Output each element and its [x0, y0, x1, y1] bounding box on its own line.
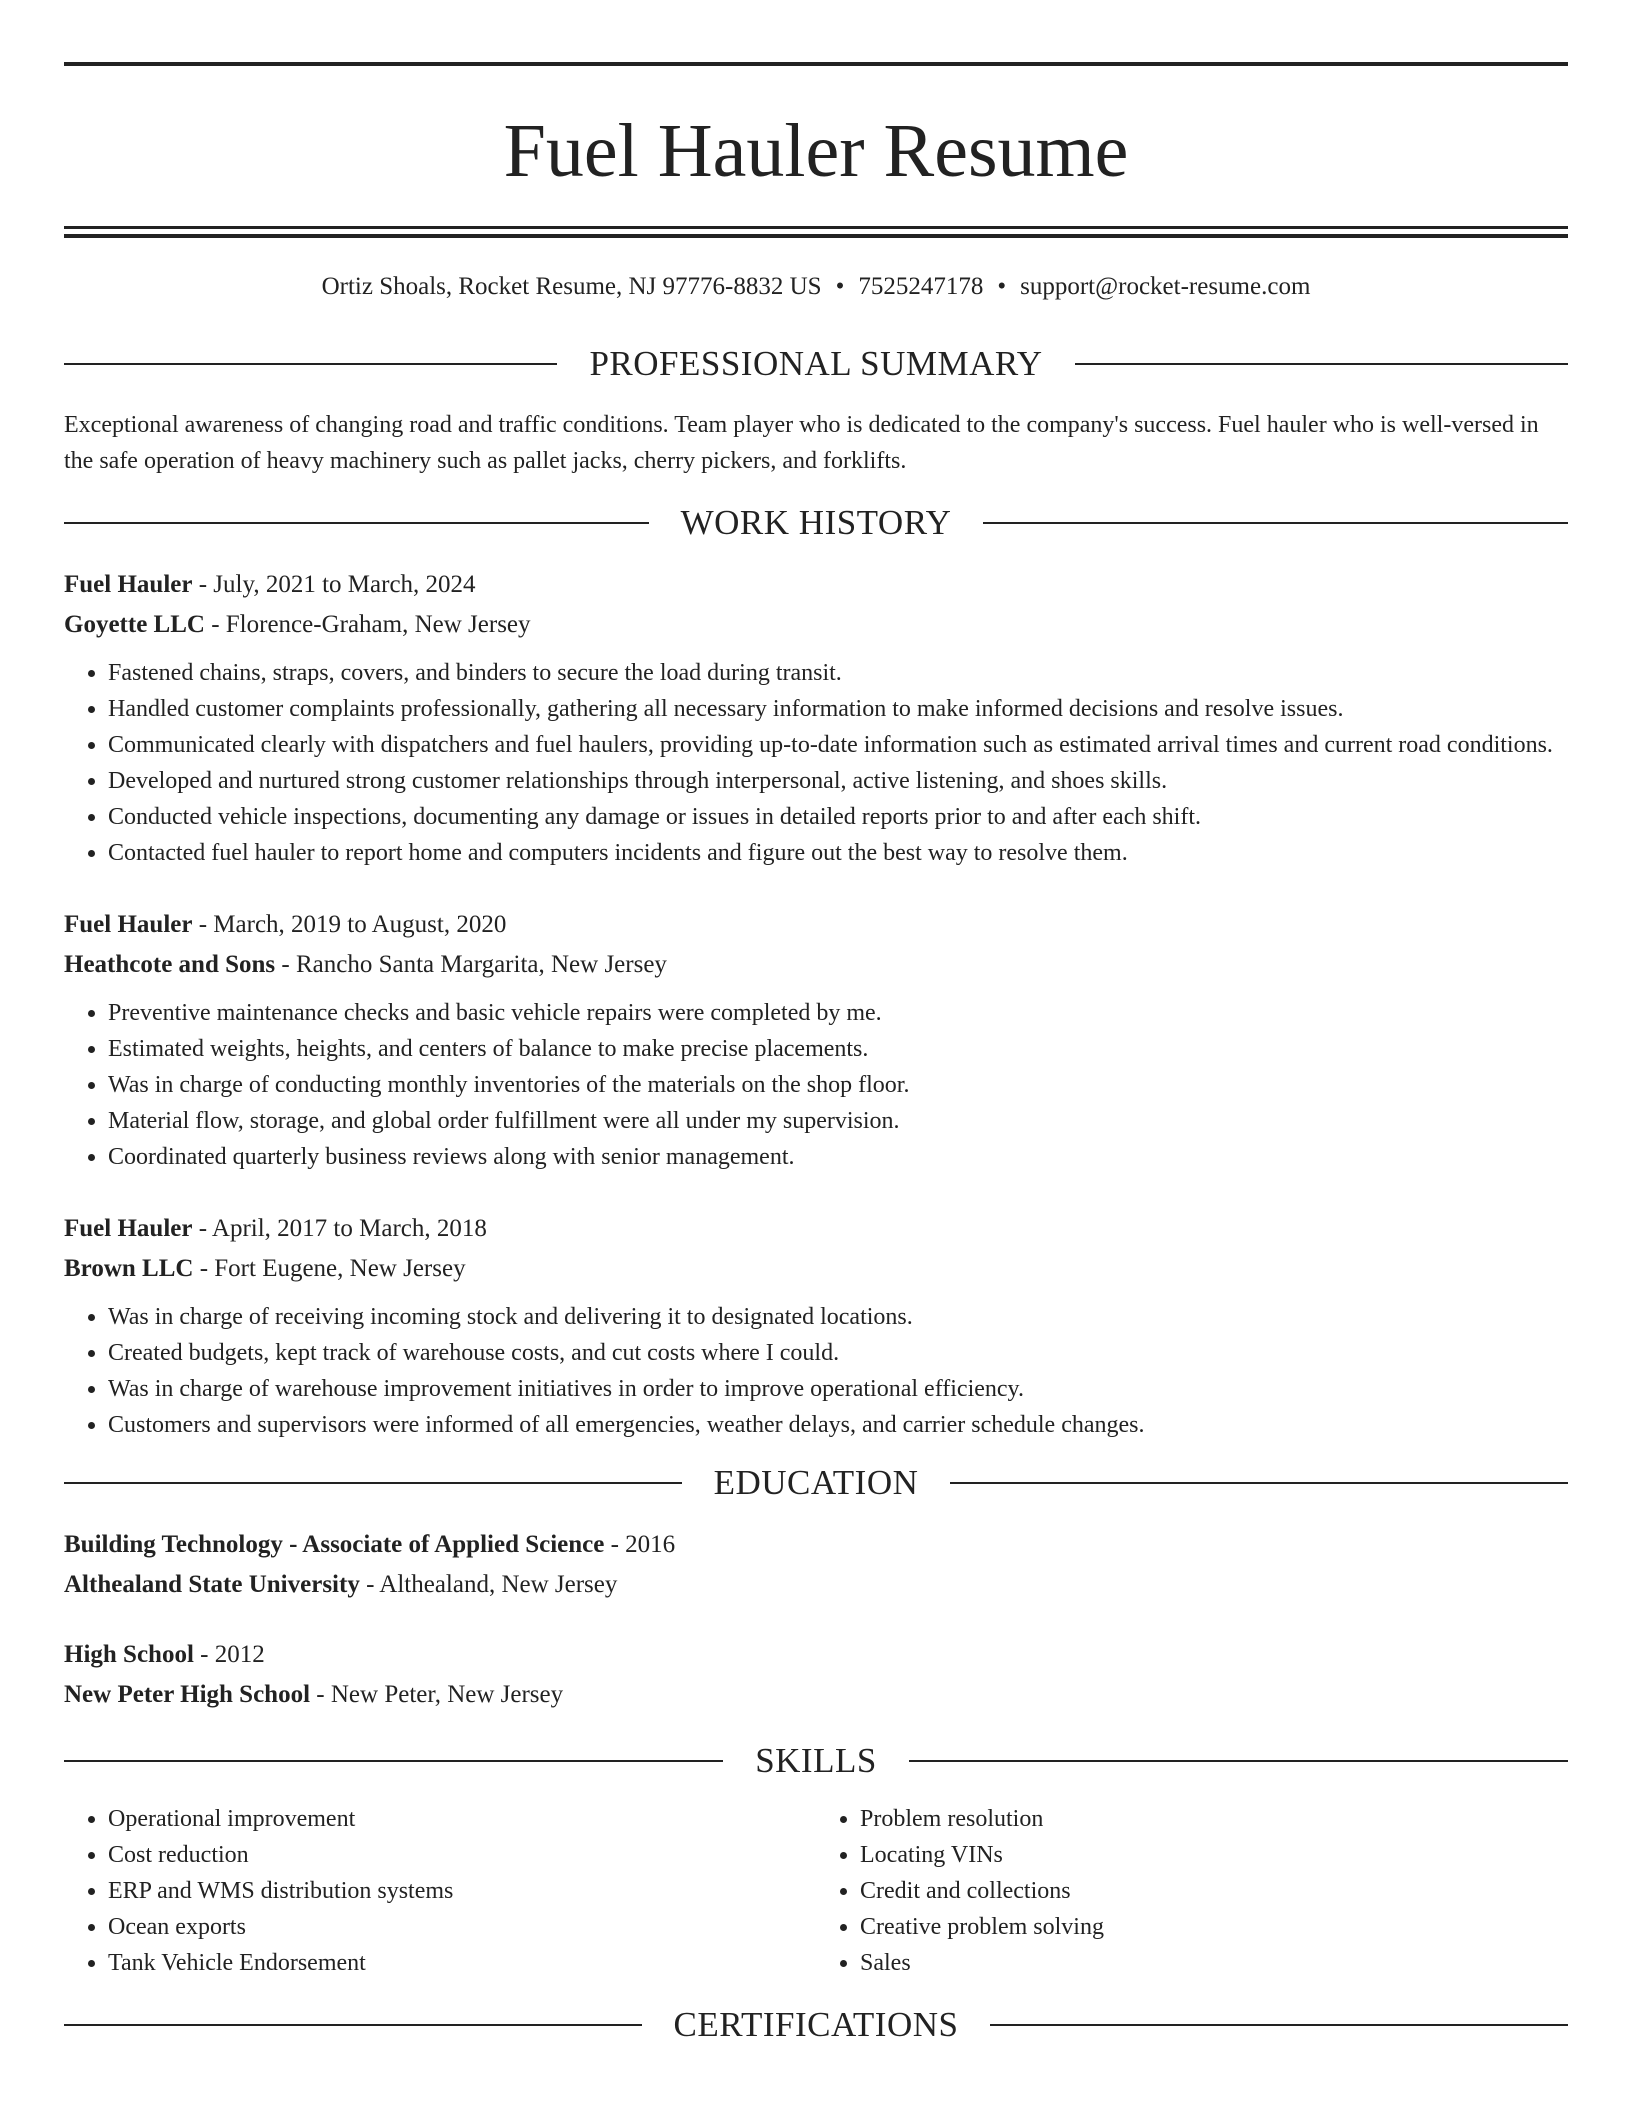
list-item: • Cost reduction — [108, 1837, 816, 1873]
education-location: - Althealand, New Jersey — [359, 1571, 618, 1598]
list-item: • Contacted fuel hauler to report home and computers incidents and figure out the best way to resolve them. — [108, 835, 1568, 871]
contact-email: support@rocket-resume.com — [1020, 273, 1311, 300]
list-item: • Created budgets, kept track of warehouse costs, and cut costs where I could. — [108, 1335, 1568, 1371]
list-item: • Credit and collections — [860, 1873, 1568, 1909]
section-header-summary — [64, 342, 1568, 386]
job-title: Fuel Hauler — [64, 1215, 193, 1242]
job-entry — [64, 565, 1568, 871]
section-title: EDUCATION — [713, 1463, 919, 1502]
contact-address: Ortiz Shoals, Rocket Resume, NJ 97776-8832 US — [321, 273, 822, 300]
contact-line — [64, 270, 1568, 304]
skills-grid — [64, 1801, 1568, 1981]
education-degree: Building Technology - Associate of Applied Science — [64, 1531, 605, 1558]
job-title-line — [64, 1209, 1568, 1249]
job-location: - Florence-Graham, New Jersey — [204, 611, 531, 638]
job-company-line — [64, 605, 1568, 645]
divider-line — [1075, 363, 1568, 365]
list-item: • Conducted vehicle inspections, documenting any damage or issues in detailed reports prior to and after each shift. — [108, 799, 1568, 835]
page-title: Fuel Hauler Resume — [503, 109, 1129, 193]
list-item: • Was in charge of receiving incoming stock and delivering it to designated locations. — [108, 1299, 1568, 1335]
section-title: CERTIFICATIONS — [673, 2005, 959, 2044]
top-rule — [64, 62, 1568, 66]
divider-line — [64, 1482, 682, 1484]
list-item: • Preventive maintenance checks and basic vehicle repairs were completed by me. — [108, 995, 1568, 1031]
list-item: • Operational improvement — [108, 1801, 816, 1837]
section-title: PROFESSIONAL SUMMARY — [589, 344, 1043, 383]
list-item: • Tank Vehicle Endorsement — [108, 1945, 816, 1981]
education-school-line — [64, 1565, 1568, 1605]
section-header-certifications — [64, 2003, 1568, 2047]
list-item: • Sales — [860, 1945, 1568, 1981]
contact-phone: 7525247178 — [858, 273, 984, 300]
divider-line — [64, 1760, 723, 1762]
contact-separator: • — [997, 273, 1007, 300]
divider-line — [983, 522, 1568, 524]
job-bullets — [64, 995, 1568, 1175]
section-title: WORK HISTORY — [680, 503, 952, 542]
education-school-line — [64, 1675, 1568, 1715]
section-title: SKILLS — [755, 1741, 877, 1780]
list-item: • Estimated weights, heights, and centers of balance to make precise placements. — [108, 1031, 1568, 1067]
divider-line — [950, 1482, 1568, 1484]
list-item: • Handled customer complaints professionally, gathering all necessary information to make informed decisions and resolve issues. — [108, 691, 1568, 727]
job-entry — [64, 905, 1568, 1175]
list-item: • Ocean exports — [108, 1909, 816, 1945]
job-dates: - March, 2019 to August, 2020 — [192, 911, 507, 938]
job-entry — [64, 1209, 1568, 1443]
list-item: • Communicated clearly with dispatchers and fuel haulers, providing up-to-date information such as estimated arrival times and current road conditions. — [108, 727, 1568, 763]
divider-line — [64, 363, 557, 365]
job-company-line — [64, 1249, 1568, 1289]
job-title-line — [64, 565, 1568, 605]
job-bullets — [64, 655, 1568, 871]
contact-separator: • — [835, 273, 845, 300]
job-company: Goyette LLC — [64, 611, 205, 638]
job-title-line — [64, 905, 1568, 945]
list-item: • Fastened chains, straps, covers, and binders to secure the load during transit. — [108, 655, 1568, 691]
divider-line — [909, 1760, 1568, 1762]
divider-line — [64, 522, 649, 524]
list-item: • Was in charge of conducting monthly inventories of the materials on the shop floor. — [108, 1067, 1568, 1103]
education-school: Althealand State University — [64, 1571, 360, 1598]
list-item: • Was in charge of warehouse improvement initiatives in order to improve operational efficiency. — [108, 1371, 1568, 1407]
education-degree-line — [64, 1525, 1568, 1565]
education-year: - 2016 — [604, 1531, 676, 1558]
summary-text: Exceptional awareness of changing road and traffic conditions. Team player who is dedicated to the company's success. Fuel hauler who is well-versed in the safe operation of heavy machinery such as pallet jacks, cherry pickers, and forklifts. — [64, 412, 1539, 474]
education-school: New Peter High School — [64, 1681, 311, 1708]
title-double-rule — [64, 226, 1568, 238]
job-company-line — [64, 945, 1568, 985]
job-dates: - April, 2017 to March, 2018 — [192, 1215, 487, 1242]
education-year: - 2012 — [193, 1641, 265, 1668]
section-header-skills — [64, 1739, 1568, 1783]
list-item: • Locating VINs — [860, 1837, 1568, 1873]
list-item: • Developed and nurtured strong customer relationships through interpersonal, active listening, and shoes skills. — [108, 763, 1568, 799]
education-degree-line — [64, 1635, 1568, 1675]
job-company: Brown LLC — [64, 1255, 194, 1282]
job-company: Heathcote and Sons — [64, 951, 276, 978]
education-location: - New Peter, New Jersey — [310, 1681, 564, 1708]
list-item: • Coordinated quarterly business reviews along with senior management. — [108, 1139, 1568, 1175]
job-title: Fuel Hauler — [64, 571, 193, 598]
job-location: - Fort Eugene, New Jersey — [193, 1255, 466, 1282]
job-title: Fuel Hauler — [64, 911, 193, 938]
list-item: • Creative problem solving — [860, 1909, 1568, 1945]
education-degree: High School — [64, 1641, 194, 1668]
section-header-work — [64, 501, 1568, 545]
divider-line — [990, 2024, 1568, 2026]
job-location: - Rancho Santa Margarita, New Jersey — [275, 951, 667, 978]
skills-column-left — [64, 1801, 816, 1981]
job-bullets — [64, 1299, 1568, 1443]
list-item: • Material flow, storage, and global order fulfillment were all under my supervision. — [108, 1103, 1568, 1139]
list-item: • Problem resolution — [860, 1801, 1568, 1837]
education-entry — [64, 1525, 1568, 1605]
list-item: • ERP and WMS distribution systems — [108, 1873, 816, 1909]
list-item: • Customers and supervisors were informed of all emergencies, weather delays, and carrier schedule changes. — [108, 1407, 1568, 1443]
section-header-education — [64, 1461, 1568, 1505]
skills-column-right — [816, 1801, 1568, 1981]
divider-line — [64, 2024, 642, 2026]
education-entry — [64, 1635, 1568, 1715]
job-dates: - July, 2021 to March, 2024 — [192, 571, 476, 598]
